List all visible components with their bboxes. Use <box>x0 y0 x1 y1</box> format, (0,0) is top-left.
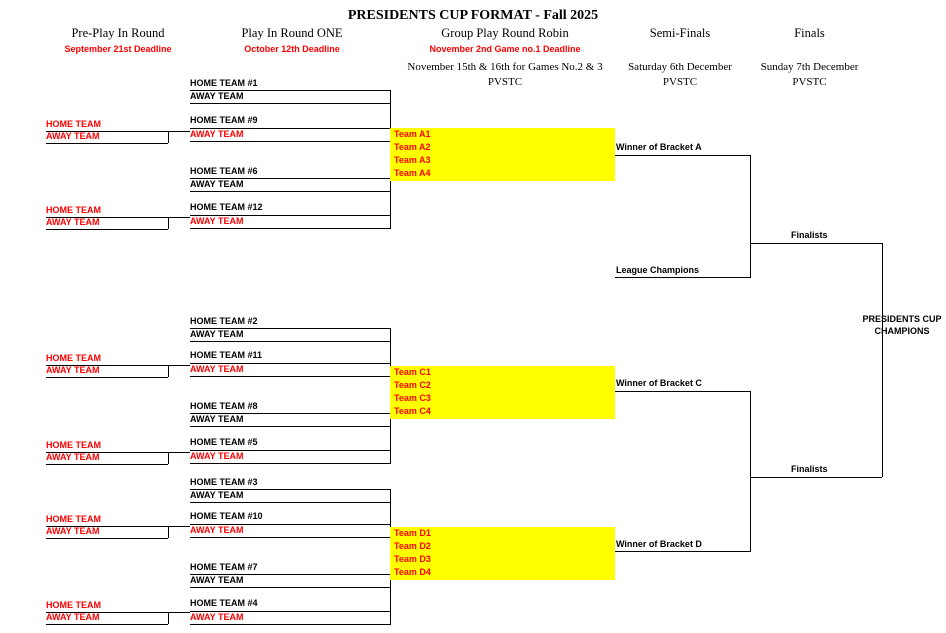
preplay-home-6: HOME TEAM <box>46 600 101 610</box>
preplay-connector-2 <box>168 217 169 229</box>
group-d-team-1: Team D1 <box>394 528 431 538</box>
playin-line-9b <box>190 502 390 503</box>
playin-home-5: HOME TEAM #2 <box>190 316 258 326</box>
playin-home-7: HOME TEAM #8 <box>190 401 258 411</box>
playin-away-12: AWAY TEAM <box>190 612 244 622</box>
playin-away-10: AWAY TEAM <box>190 525 244 535</box>
playin-home-11: HOME TEAM #7 <box>190 562 258 572</box>
playin-line-12b <box>190 624 390 625</box>
column-venue-groupplay: PVSTC <box>487 76 523 88</box>
semi-bracket-top <box>750 155 751 278</box>
column-deadline-playin: October 12th Deadline <box>244 44 340 54</box>
group-a-team-1: Team A1 <box>394 129 431 139</box>
column-venue-finals: PVSTC <box>792 76 827 88</box>
playin-line-8b <box>190 463 390 464</box>
preplay-connector-4 <box>168 452 169 464</box>
preplay-feed-5 <box>168 526 190 527</box>
champions-line-1: PRESIDENTS CUP <box>862 314 942 324</box>
column-note-finals: Sunday 7th December <box>760 61 859 73</box>
page-title: PRESIDENTS CUP FORMAT - Fall 2025 <box>347 8 599 23</box>
playin-line-7b <box>190 426 390 427</box>
winner-bracket-d-line <box>615 551 750 552</box>
playin-line-10b <box>190 537 390 538</box>
winner-bracket-a-label: Winner of Bracket A <box>616 142 702 152</box>
semi-bracket-bottom <box>750 391 751 552</box>
group-a-team-3: Team A3 <box>394 155 431 165</box>
preplay-connector-3 <box>168 365 169 377</box>
preplay-line-1b <box>46 143 168 144</box>
champions-line-2: CHAMPIONS <box>874 326 930 336</box>
preplay-feed-6 <box>168 612 190 613</box>
league-champions-label: League Champions <box>616 265 700 275</box>
playin-line-4b <box>190 228 390 229</box>
playin-away-2: AWAY TEAM <box>190 129 244 139</box>
playin-home-6: HOME TEAM #11 <box>190 350 263 360</box>
preplay-home-5: HOME TEAM <box>46 514 101 524</box>
playin-home-1: HOME TEAM #1 <box>190 78 258 88</box>
playin-home-2: HOME TEAM #9 <box>190 115 258 125</box>
group-c-team-2: Team C2 <box>394 380 431 390</box>
playin-line-1b <box>190 103 390 104</box>
league-champions-line <box>615 277 750 278</box>
column-heading-finals: Finals <box>794 26 825 40</box>
group-a-team-2: Team A2 <box>394 142 431 152</box>
preplay-home-4: HOME TEAM <box>46 440 101 450</box>
group-d-team-4: Team D4 <box>394 567 431 577</box>
preplay-line-5b <box>46 538 168 539</box>
group-a-team-4: Team A4 <box>394 168 431 178</box>
column-deadline-groupplay: November 2nd Game no.1 Deadline <box>429 44 581 54</box>
column-heading-playin: Play In Round ONE <box>241 26 343 40</box>
playin-home-8: HOME TEAM #5 <box>190 437 258 447</box>
preplay-connector-5 <box>168 526 169 538</box>
preplay-away-5: AWAY TEAM <box>46 526 100 536</box>
finalists-bottom-line <box>750 477 882 478</box>
preplay-home-3: HOME TEAM <box>46 353 101 363</box>
winner-bracket-a-line <box>615 155 750 156</box>
preplay-away-6: AWAY TEAM <box>46 612 100 622</box>
playin-line-6b <box>190 376 390 377</box>
winner-bracket-c-line <box>615 391 750 392</box>
finals-bracket <box>882 243 883 477</box>
playin-away-3: AWAY TEAM <box>190 179 244 189</box>
playin-line-2b <box>190 141 390 142</box>
preplay-line-3b <box>46 377 168 378</box>
column-deadline-preplay: September 21st Deadline <box>64 44 172 54</box>
preplay-home-1: HOME TEAM <box>46 119 101 129</box>
playin-home-12: HOME TEAM #4 <box>190 598 258 608</box>
playin-home-10: HOME TEAM #10 <box>190 511 263 521</box>
playin-away-9: AWAY TEAM <box>190 490 244 500</box>
winner-bracket-c-label: Winner of Bracket C <box>616 378 702 388</box>
playin-home-9: HOME TEAM #3 <box>190 477 258 487</box>
playin-line-11b <box>190 587 390 588</box>
group-c-team-3: Team C3 <box>394 393 431 403</box>
column-heading-semifinals: Semi-Finals <box>649 26 711 40</box>
column-note-groupplay: November 15th & 16th for Games No.2 & 3 <box>407 61 603 73</box>
preplay-feed-4 <box>168 452 190 453</box>
playin-away-8: AWAY TEAM <box>190 451 244 461</box>
playin-away-6: AWAY TEAM <box>190 364 244 374</box>
playin-away-7: AWAY TEAM <box>190 414 244 424</box>
preplay-feed-1 <box>168 131 190 132</box>
group-d-team-3: Team D3 <box>394 554 431 564</box>
preplay-feed-2 <box>168 217 190 218</box>
group-d-team-2: Team D2 <box>394 541 431 551</box>
winner-bracket-d-label: Winner of Bracket D <box>616 539 702 549</box>
preplay-away-1: AWAY TEAM <box>46 131 100 141</box>
preplay-home-2: HOME TEAM <box>46 205 101 215</box>
group-c-team-1: Team C1 <box>394 367 431 377</box>
playin-away-5: AWAY TEAM <box>190 329 244 339</box>
finalists-top-label: Finalists <box>791 230 828 240</box>
group-c-team-4: Team C4 <box>394 406 431 416</box>
playin-home-4: HOME TEAM #12 <box>190 202 263 212</box>
preplay-feed-3 <box>168 365 190 366</box>
column-heading-preplay: Pre-Play In Round <box>71 26 165 40</box>
playin-away-11: AWAY TEAM <box>190 575 244 585</box>
preplay-away-4: AWAY TEAM <box>46 452 100 462</box>
playin-line-5b <box>190 341 390 342</box>
column-note-semifinals: Saturday 6th December <box>628 61 732 73</box>
preplay-line-6b <box>46 624 168 625</box>
playin-home-3: HOME TEAM #6 <box>190 166 258 176</box>
column-heading-groupplay: Group Play Round Robin <box>441 26 569 40</box>
playin-away-4: AWAY TEAM <box>190 216 244 226</box>
preplay-line-2b <box>46 229 168 230</box>
finalists-top-line <box>750 243 882 244</box>
preplay-away-2: AWAY TEAM <box>46 217 100 227</box>
preplay-connector-6 <box>168 612 169 624</box>
preplay-line-4b <box>46 464 168 465</box>
playin-away-1: AWAY TEAM <box>190 91 244 101</box>
column-venue-semifinals: PVSTC <box>662 76 698 88</box>
finalists-bottom-label: Finalists <box>791 464 828 474</box>
preplay-away-3: AWAY TEAM <box>46 365 100 375</box>
playin-line-3b <box>190 191 390 192</box>
preplay-connector-1 <box>168 131 169 143</box>
